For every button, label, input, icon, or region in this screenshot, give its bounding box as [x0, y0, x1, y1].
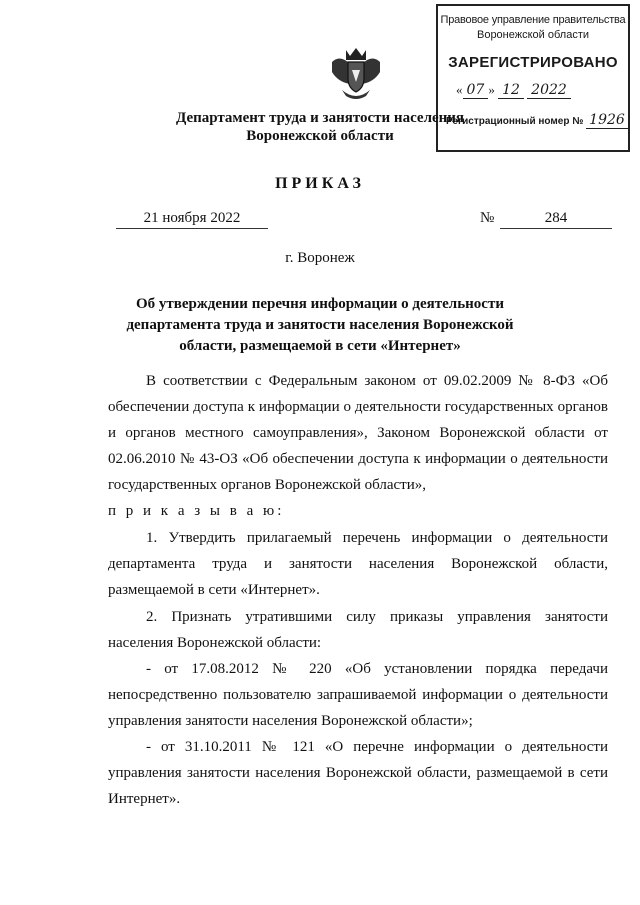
stamp-reg-number-label: Регистрационный номер № — [446, 116, 584, 127]
order-subject: Об утверждении перечня информации о деятельности департамента труда и занятости населения Воронежской области, размещаемой в сети «Интернет» — [126, 296, 514, 354]
stamp-date-day: 07 — [463, 82, 489, 99]
item-2: 2. Признать утратившими силу приказы управления занятости населения Воронежской области: — [108, 609, 608, 651]
stamp-org-line1: Правовое управление правительства — [440, 14, 626, 26]
item-2-sub-1: - от 17.08.2012 № 220 «Об установлении порядка передачи непосредственно пользователю запрашиваемой информации о деятельности управления занятости населения Воронежской области»; — [108, 661, 608, 729]
coat-of-arms-icon — [326, 44, 386, 104]
order-word: п р и к а з ы в а ю: — [108, 503, 285, 519]
order-date: 21 ноября 2022 — [116, 210, 268, 229]
department-name-line2: Воронежской области — [246, 128, 394, 144]
stamp-date-year: 2022 — [527, 82, 571, 99]
order-body — [108, 368, 608, 812]
stamp-registered-label: ЗАРЕГИСТРИРОВАНО — [448, 54, 618, 71]
stamp-reg-number-value: 1926 — [586, 112, 628, 129]
number-sign: № — [480, 210, 495, 226]
order-number: 284 — [500, 210, 612, 229]
stamp-date-month: 12 — [498, 82, 524, 99]
stamp-org-line2: Воронежской области — [476, 29, 589, 41]
item-1: 1. Утвердить прилагаемый перечень информации о деятельности департамента труда и занятости населения Воронежской области, размещаемой в сети «Интернет». — [108, 530, 608, 598]
stamp-date: « 07 » 12 2022 — [456, 82, 571, 98]
document-type-title: ПРИКАЗ — [275, 175, 365, 192]
city: г. Воронеж — [285, 250, 355, 266]
department-name-line1: Департамент труда и занятости населения — [175, 110, 465, 126]
item-2-sub-2: - от 31.10.2011 № 121 «О перечне информации о деятельности управления занятости населения Воронежской области, размещаемой в сети Интернет». — [108, 739, 608, 807]
preamble-paragraph: В соответствии с Федеральным законом от 09.02.2009 № 8-ФЗ «Об обеспечении доступа к информации о деятельности государственных органов и органов местного самоуправления», Законом Воронежской области от 02.06.2010 № 43-ОЗ «Об обеспечении доступа к информации о деятельности государственных органов Воронежской области», — [108, 373, 608, 493]
